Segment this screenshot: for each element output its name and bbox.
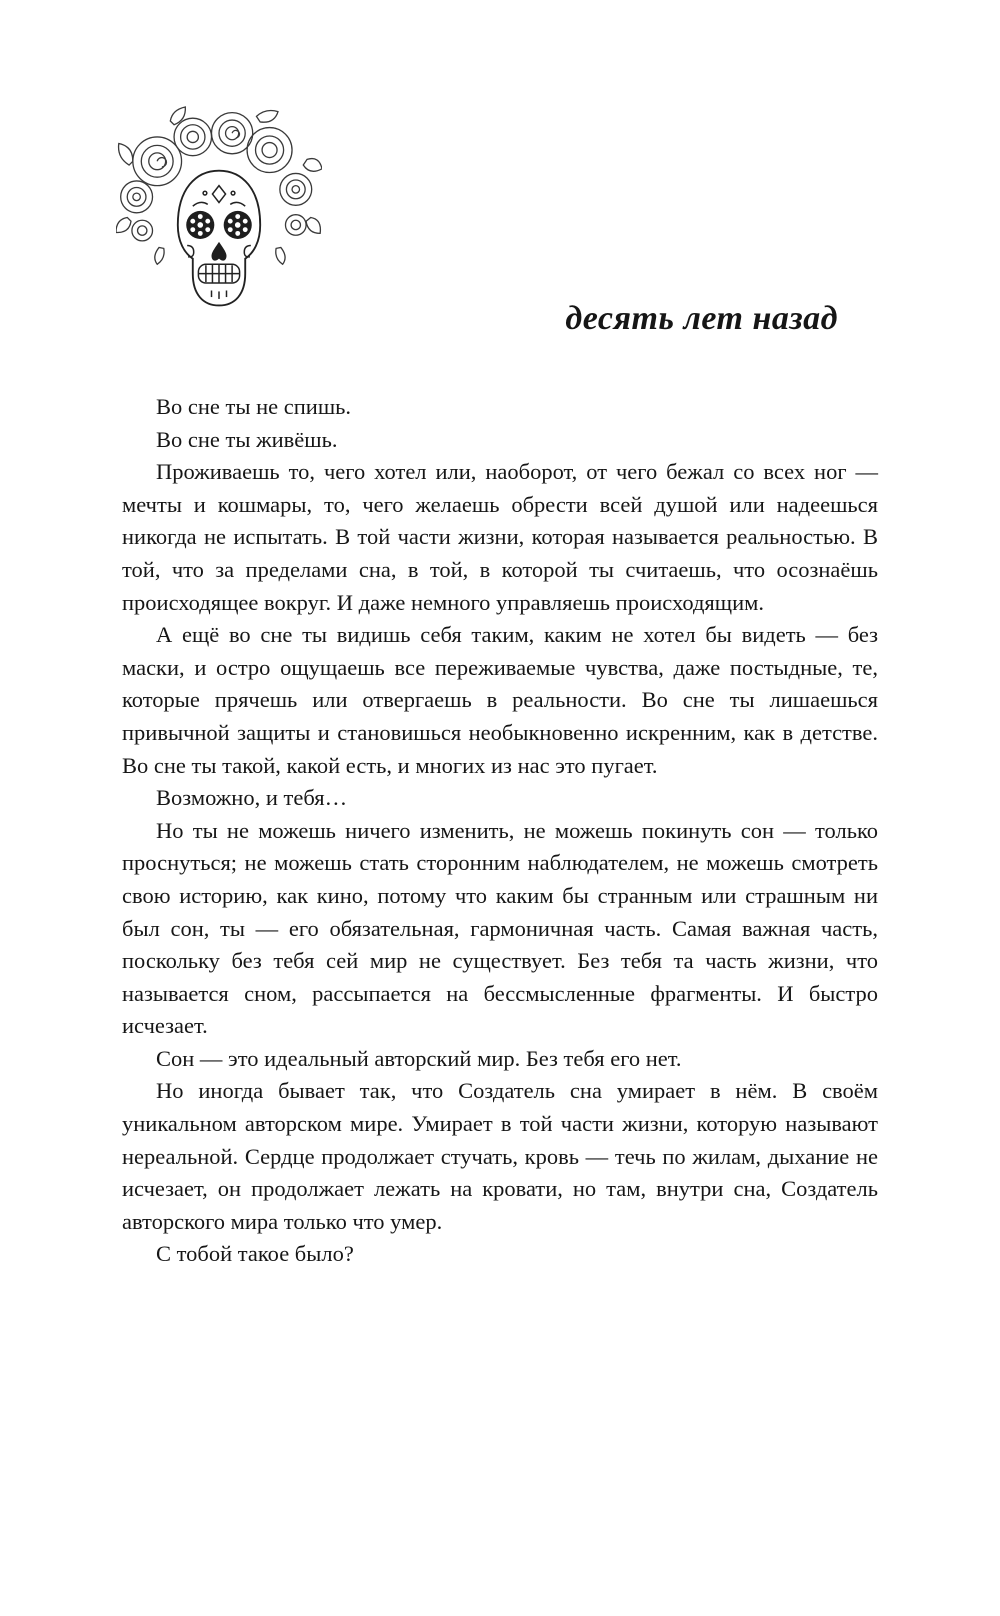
sugar-skull-icon <box>116 106 322 328</box>
paragraph: А ещё во сне ты видишь себя таким, каким не хотел бы видеть — без маски, и остро ощущаешь все переживаемые чувства, даже постыдные, те, которые прячешь или отвергаешь в реальности. Во сне ты лишаешься привычной защиты и становишься необыкновенно искренним, как в детстве. Во сне ты такой, какой есть, и многих из нас это пугает. <box>122 622 878 778</box>
chapter-heading: десять лет назад <box>565 300 838 337</box>
paragraph: Проживаешь то, чего хотел или, наоборот, от чего бежал со всех ног — мечты и кошмары, то, чего желаешь обрести всей душой или надеешься никогда не испытать. В той части жизни, которая называется реальностью. В той, что за пределами сна, в той, в которой ты считаешь, что осознаёшь происходящее вокруг. И даже немного управляешь происходящим. <box>122 459 878 615</box>
body-text <box>122 391 878 1271</box>
skull-roses-illustration <box>116 106 322 328</box>
paragraph: Возможно, и тебя… <box>156 785 348 811</box>
paragraph: Сон — это идеальный авторский мир. Без тебя его нет. <box>156 1045 682 1071</box>
paragraph: С тобой такое было? <box>156 1241 354 1267</box>
paragraph: Но иногда бывает так, что Создатель сна умирает в нём. В своём уникальном авторском мире. Умирает в той части жизни, которую называют нереальной. Сердце продолжает стучать, кровь — течь по жилам, дыхание не исчезает, он продолжает лежать на кровати, но там, внутри сна, Создатель авторского мира только что умер. <box>122 1078 878 1234</box>
paragraph: Но ты не можешь ничего изменить, не можешь покинуть сон — только проснуться; не можешь стать сторонним наблюдателем, не можешь смотреть свою историю, как кино, потому что каким бы странным или страшным ни был сон, ты — его обязательная, гармоничная часть. Самая важная часть, поскольку без тебя сей мир не существует. Без тебя та часть жизни, что называется сном, рассыпается на бессмысленные фрагменты. И быстро исчезает. <box>122 817 878 1039</box>
paragraph: Во сне ты живёшь. <box>156 426 338 452</box>
paragraph: Во сне ты не спишь. <box>156 394 352 419</box>
